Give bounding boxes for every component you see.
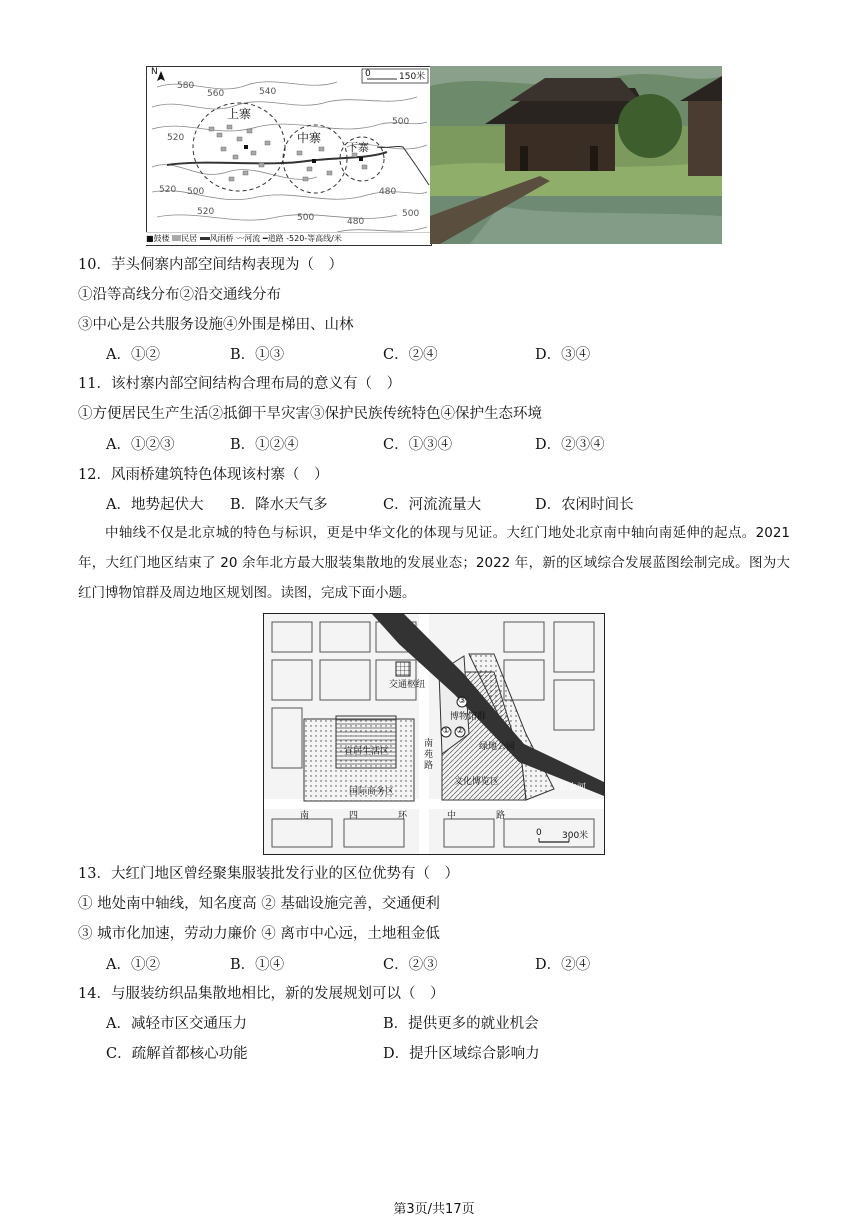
- village-label-upper: 上寨: [227, 107, 252, 121]
- contour-label: 580: [177, 81, 195, 91]
- bridge-legend-icon: [200, 237, 210, 240]
- q11-statement-1: ①方便居民生产生活②抵御干旱灾害③保护民族传统特色④保护生态环境: [78, 406, 542, 422]
- river-legend-icon: 〰: [236, 234, 245, 243]
- label-residential-area: 宜居生活区: [344, 747, 390, 757]
- contour-label: 480: [379, 187, 397, 197]
- scale-zero-label: 0: [536, 828, 542, 838]
- drum-tower-legend-icon: ■: [146, 234, 154, 243]
- q10-stem: 10．芋头侗寨内部空间结构表现为（ ）: [78, 257, 343, 273]
- wind-rain-bridge-photo: [430, 66, 722, 244]
- contour-label: 520: [197, 207, 215, 217]
- label-green-park: 绿地公园: [479, 742, 516, 752]
- topographic-map-drawing: [147, 67, 431, 245]
- contour-label: 480: [347, 217, 365, 227]
- contour-label: 560: [207, 89, 225, 99]
- q14-option-b[interactable]: B．提供更多的就业机会: [383, 1016, 539, 1032]
- label-liangshui-river: 凉水河: [559, 783, 587, 793]
- residence-legend-icon: [172, 235, 181, 241]
- q13-stem: 13．大红门地区曾经聚集服装批发行业的区位优势有（ ）: [78, 866, 459, 882]
- village-topographic-map: [146, 66, 432, 246]
- village-label-lower: 下寨: [347, 141, 369, 154]
- q11-option-c[interactable]: C．①③④: [383, 437, 453, 453]
- village-label-middle: 中寨: [297, 131, 322, 145]
- q10-statement-2: ③中心是公共服务设施④外围是梯田、山林: [78, 317, 354, 333]
- q14-option-d[interactable]: D．提升区域综合影响力: [383, 1046, 540, 1062]
- marker-3: ③: [458, 696, 467, 706]
- q10-option-a[interactable]: A．①②: [106, 347, 160, 363]
- q14-stem: 14．与服装纺织品集散地相比，新的发展规划可以（ ）: [78, 986, 445, 1002]
- q14-option-c[interactable]: C．疏解首都核心功能: [106, 1046, 248, 1062]
- q12-option-b[interactable]: B．降水天气多: [230, 497, 328, 513]
- label-nanyuan-road: 南苑路: [424, 739, 434, 771]
- marker-2: ②: [456, 726, 465, 736]
- page-number: 第3页/共17页: [393, 1202, 475, 1217]
- q13-option-b[interactable]: B．①④: [230, 957, 285, 973]
- contour-label: 520: [167, 133, 185, 143]
- road-legend-icon: ━: [262, 234, 268, 243]
- scale-label: 150米: [399, 72, 426, 82]
- bridge-photo-illustration: [430, 66, 722, 244]
- q11-stem: 11．该村寨内部空间结构合理布局的意义有（ ）: [78, 376, 401, 392]
- q13-statement-1: ① 地处南中轴线，知名度高 ② 基础设施完善，交通便利: [78, 896, 440, 912]
- marker-1: ①: [442, 726, 451, 736]
- label-transport-hub: 交通枢纽: [389, 680, 426, 690]
- contour-label: 500: [297, 213, 315, 223]
- label-culture-expo: 文化博览区: [454, 777, 500, 787]
- q10-statement-1: ①沿等高线分布②沿交通线分布: [78, 287, 281, 303]
- q13-option-d[interactable]: D．②④: [535, 957, 591, 973]
- label-museum-cluster: 博物馆群: [450, 712, 487, 722]
- q10-option-b[interactable]: B．①③: [230, 347, 285, 363]
- contour-label: 520: [159, 185, 177, 195]
- q12-stem: 12．风雨桥建筑特色体现该村寨（ ）: [78, 467, 329, 483]
- q14-option-a[interactable]: A．减轻市区交通压力: [106, 1016, 247, 1032]
- q12-option-c[interactable]: C．河流流量大: [383, 497, 482, 513]
- scale-label: 300米: [562, 831, 589, 841]
- q12-option-a[interactable]: A．地势起伏大: [106, 497, 204, 513]
- q11-option-a[interactable]: A．①②③: [106, 437, 175, 453]
- contour-label: 540: [259, 87, 277, 97]
- q11-option-b[interactable]: B．①②④: [230, 437, 299, 453]
- q10-option-c[interactable]: C．②④: [383, 347, 438, 363]
- q13-option-c[interactable]: C．②③: [383, 957, 438, 973]
- scale-zero-label: 0: [365, 69, 371, 79]
- label-south-4th-ring: 南四环中路: [300, 811, 546, 821]
- dahongmen-planning-map: [263, 613, 605, 855]
- label-business-district: 国际商务区: [349, 787, 395, 797]
- contour-label: 500: [402, 209, 420, 219]
- contour-label: 500: [392, 117, 410, 127]
- q13-statement-2: ③ 城市化加速，劳动力廉价 ④ 离市中心远，土地租金低: [78, 926, 440, 942]
- q12-option-d[interactable]: D．农闲时间长: [535, 497, 634, 513]
- contour-label: 500: [187, 187, 205, 197]
- passage-text: 中轴线不仅是北京城的特色与标识，更是中华文化的体现与见证。大红门地处北京南中轴向南延伸的起点。2021 年，大红门地区结束了 20 余年北方最大服装集散地的发展业态；2022 年，新的区域综合发展蓝图绘制完成。图为大红门博物馆群及周边地区规划图。读图，完成下面小题。: [78, 525, 790, 601]
- q13-option-a[interactable]: A．①②: [106, 957, 160, 973]
- north-label: N: [151, 67, 158, 77]
- map-legend: ■鼓楼 民居 风雨桥 〰河流 ━道路 -520-等高线/米: [146, 232, 430, 245]
- q10-option-d[interactable]: D．③④: [535, 347, 591, 363]
- q11-option-d[interactable]: D．②③④: [535, 437, 605, 453]
